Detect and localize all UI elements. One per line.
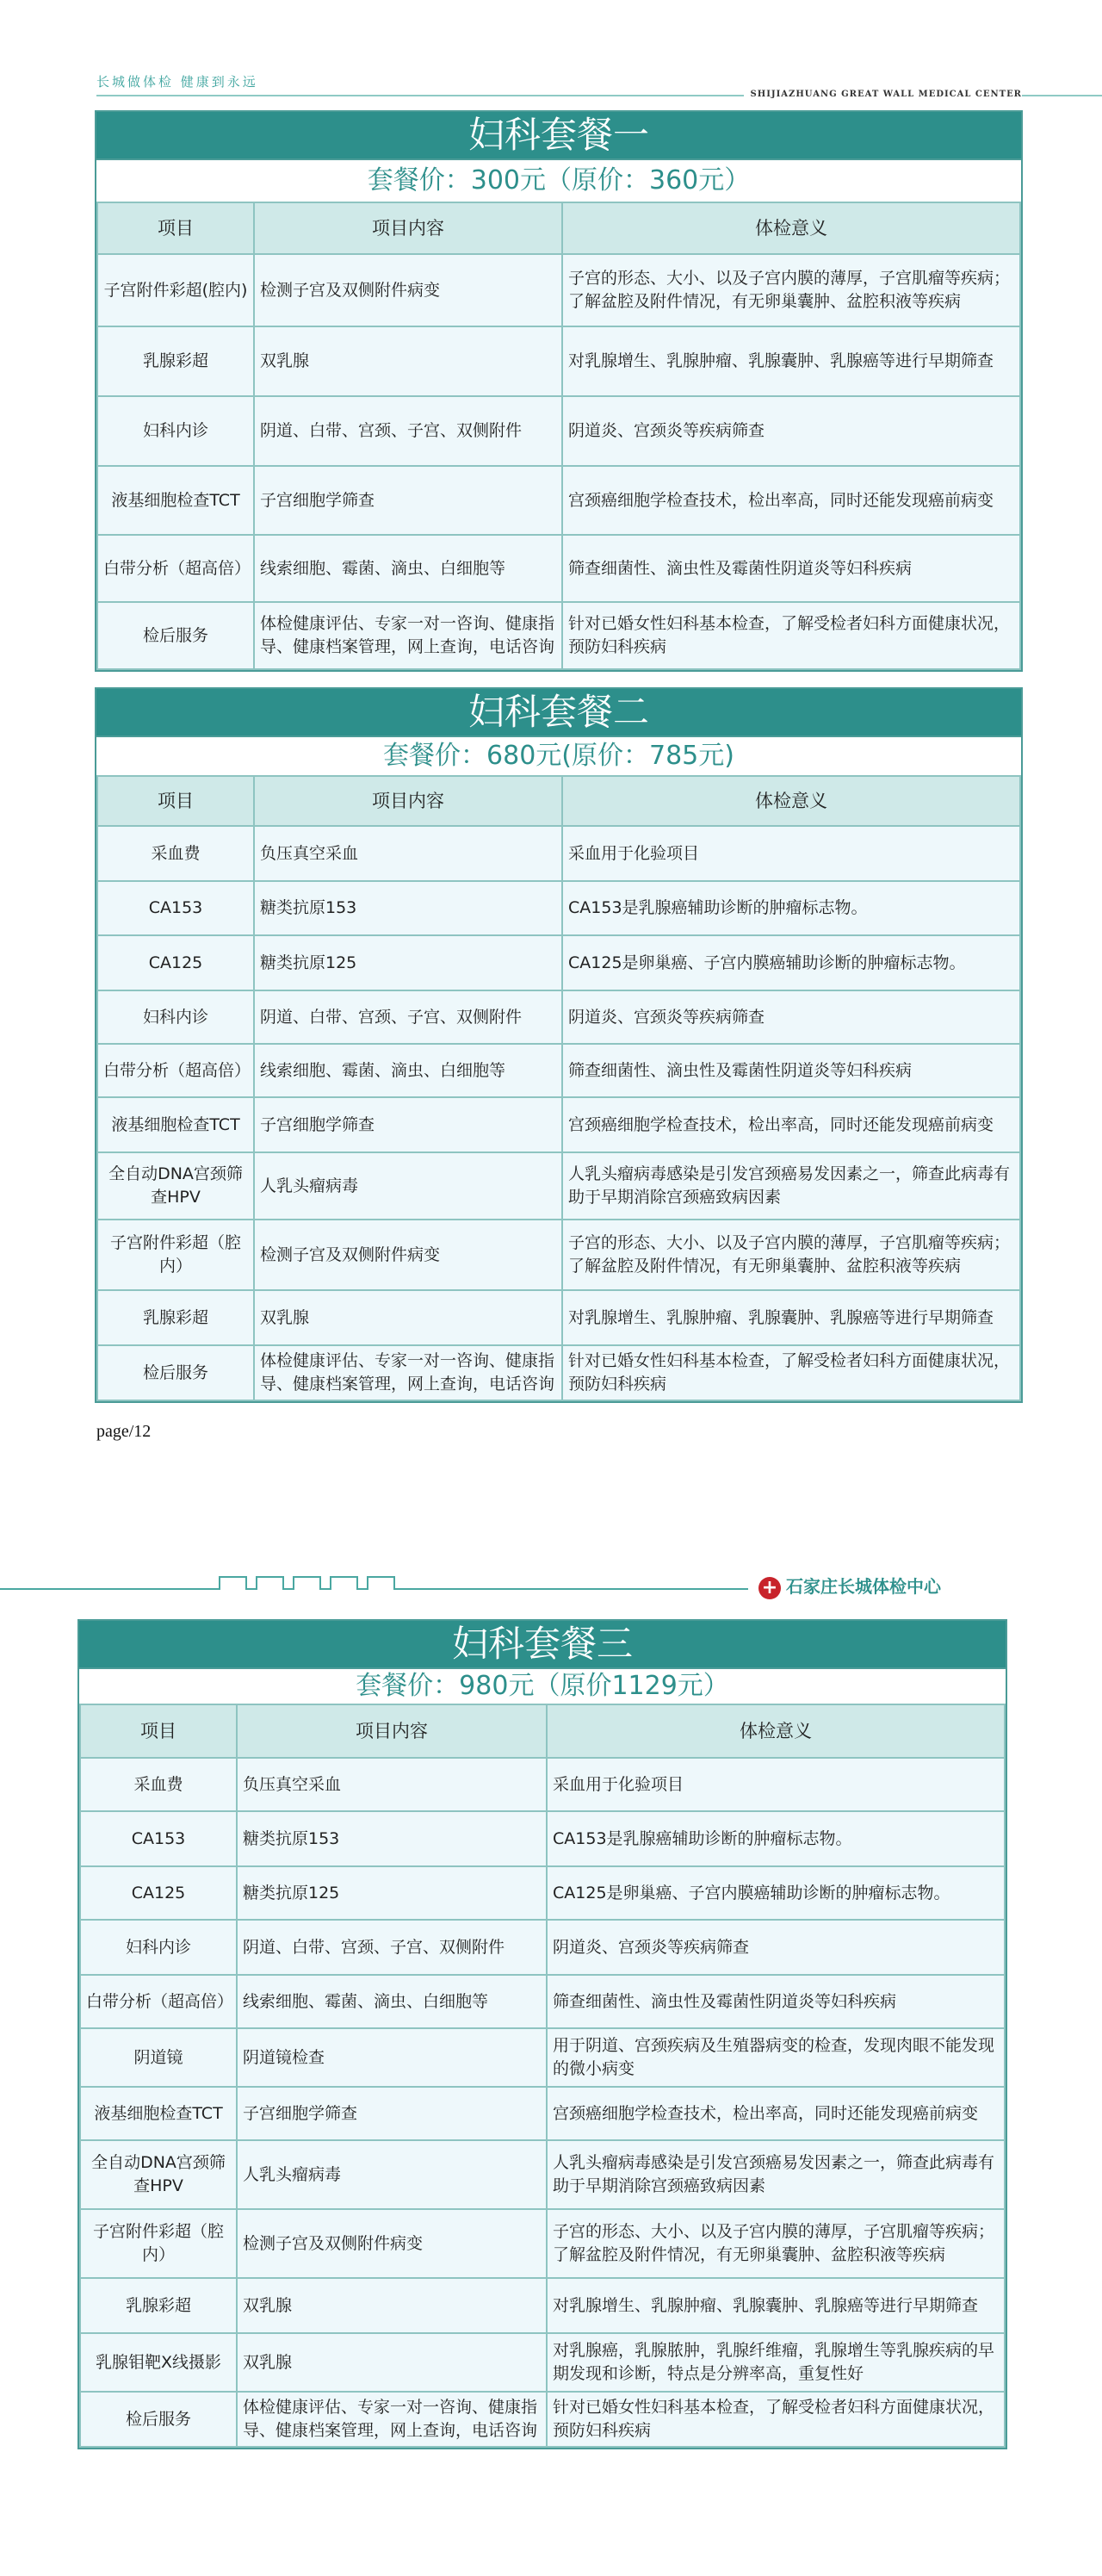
cell-item: 全自动DNA宫颈筛查HPV xyxy=(97,1152,254,1220)
cell-content: 体检健康评估、专家一对一咨询、健康指导、健康档案管理，网上查询，电话咨询 xyxy=(254,1345,562,1400)
cell-content: 糖类抗原125 xyxy=(254,935,562,990)
cell-meaning: CA153是乳腺癌辅助诊断的肿瘤标志物。 xyxy=(547,1811,1005,1866)
table-row xyxy=(97,535,1020,602)
package-price: 套餐价：300元（原价：360元） xyxy=(96,158,1021,202)
cell-item: 乳腺彩超 xyxy=(97,1290,254,1345)
table-row xyxy=(97,1152,1020,1220)
cell-item: 妇科内诊 xyxy=(97,396,254,466)
cell-content: 糖类抗原153 xyxy=(254,881,562,935)
cell-meaning: 针对已婚女性妇科基本检查，了解受检者妇科方面健康状况，预防妇科疾病 xyxy=(562,602,1020,669)
cell-item: 乳腺彩超 xyxy=(97,326,254,396)
cell-item: 白带分析（超高倍） xyxy=(97,535,254,602)
cell-content: 阴道镜检查 xyxy=(237,2028,547,2087)
table-row xyxy=(97,1220,1020,1290)
cell-meaning: 采血用于化验项目 xyxy=(562,826,1020,881)
cell-meaning: 宫颈癌细胞学检查技术，检出率高，同时还能发现癌前病变 xyxy=(562,466,1020,535)
cell-content: 阴道、白带、宫颈、子宫、双侧附件 xyxy=(254,990,562,1044)
cell-meaning: 宫颈癌细胞学检查技术，检出率高，同时还能发现癌前病变 xyxy=(547,2087,1005,2140)
col-header-meaning: 体检意义 xyxy=(562,776,1020,826)
cell-meaning: 宫颈癌细胞学检查技术，检出率高，同时还能发现癌前病变 xyxy=(562,1097,1020,1152)
cell-meaning: 对乳腺增生、乳腺肿瘤、乳腺囊肿、乳腺癌等进行早期筛查 xyxy=(547,2278,1005,2333)
cell-meaning: 阴道炎、宫颈炎等疾病筛查 xyxy=(562,990,1020,1044)
cell-content: 检测子宫及双侧附件病变 xyxy=(254,1220,562,1290)
table-row xyxy=(80,1811,1005,1866)
table-row xyxy=(97,1345,1020,1400)
table-header-row xyxy=(80,1704,1005,1758)
cell-meaning: 子宫的形态、大小、以及子宫内膜的薄厚，子宫肌瘤等疾病；了解盆腔及附件情况，有无卵巢囊肿、盆腔积液等疾病 xyxy=(562,254,1020,326)
table-row xyxy=(97,466,1020,535)
cell-content: 体检健康评估、专家一对一咨询、健康指导、健康档案管理，网上查询，电话咨询 xyxy=(237,2392,547,2447)
cell-item: 子宫附件彩超(腔内) xyxy=(97,254,254,326)
package-1 xyxy=(95,110,1023,672)
col-header-content: 项目内容 xyxy=(237,1704,547,1758)
table-row xyxy=(97,602,1020,669)
col-header-item: 项目 xyxy=(97,776,254,826)
center-logo-text: 石家庄长城体检中心 xyxy=(786,1576,941,1597)
cell-content: 子宫细胞学筛查 xyxy=(237,2087,547,2140)
package-2 xyxy=(95,687,1023,1403)
cell-item: 妇科内诊 xyxy=(97,990,254,1044)
center-logo xyxy=(758,1573,941,1599)
col-header-meaning: 体检意义 xyxy=(547,1704,1005,1758)
cell-content: 负压真空采血 xyxy=(254,826,562,881)
table-row xyxy=(80,2392,1005,2447)
cell-content: 双乳腺 xyxy=(254,326,562,396)
table-row xyxy=(80,2278,1005,2333)
table-row xyxy=(97,1097,1020,1152)
cell-content: 糖类抗原153 xyxy=(237,1811,547,1866)
cell-item: 白带分析（超高倍） xyxy=(97,1044,254,1097)
package-title: 妇科套餐一 xyxy=(96,112,1021,158)
cell-content: 子宫细胞学筛查 xyxy=(254,1097,562,1152)
cell-meaning: 筛查细菌性、滴虫性及霉菌性阴道炎等妇科疾病 xyxy=(562,535,1020,602)
red-cross-icon: + xyxy=(758,1577,781,1599)
table-row xyxy=(97,396,1020,466)
table-row xyxy=(80,1758,1005,1811)
package-title: 妇科套餐三 xyxy=(79,1621,1006,1667)
cell-meaning: 对乳腺癌，乳腺脓肿，乳腺纤维瘤，乳腺增生等乳腺疾病的早期发现和诊断，特点是分辨率高，重复性好 xyxy=(547,2333,1005,2392)
table-row xyxy=(97,254,1020,326)
cell-item: CA125 xyxy=(80,1866,237,1920)
cell-item: 白带分析（超高倍） xyxy=(80,1975,237,2028)
col-header-item: 项目 xyxy=(97,202,254,254)
table-row xyxy=(80,2028,1005,2087)
cell-item: 乳腺钼靶X线摄影 xyxy=(80,2333,237,2392)
cell-item: 检后服务 xyxy=(97,602,254,669)
cell-item: 妇科内诊 xyxy=(80,1920,237,1975)
cell-meaning: 筛查细菌性、滴虫性及霉菌性阴道炎等妇科疾病 xyxy=(562,1044,1020,1097)
table-row xyxy=(97,935,1020,990)
col-header-content: 项目内容 xyxy=(254,202,562,254)
cell-item: 子宫附件彩超（腔内） xyxy=(80,2209,237,2278)
cell-meaning: 用于阴道、宫颈疾病及生殖器病变的检查，发现肉眼不能发现的微小病变 xyxy=(547,2028,1005,2087)
cell-item: CA125 xyxy=(97,935,254,990)
table-row xyxy=(97,826,1020,881)
cell-content: 体检健康评估、专家一对一咨询、健康指导、健康档案管理，网上查询，电话咨询 xyxy=(254,602,562,669)
cell-content: 人乳头瘤病毒 xyxy=(254,1152,562,1220)
table-row xyxy=(97,326,1020,396)
cell-content: 线索细胞、霉菌、滴虫、白细胞等 xyxy=(254,1044,562,1097)
cell-content: 检测子宫及双侧附件病变 xyxy=(237,2209,547,2278)
table-row xyxy=(80,2087,1005,2140)
cell-meaning: 阴道炎、宫颈炎等疾病筛查 xyxy=(562,396,1020,466)
table-row xyxy=(80,2209,1005,2278)
cell-item: 子宫附件彩超（腔内） xyxy=(97,1220,254,1290)
table-row xyxy=(80,1920,1005,1975)
cell-item: 液基细胞检查TCT xyxy=(80,2087,237,2140)
cell-item: 采血费 xyxy=(97,826,254,881)
cell-meaning: 对乳腺增生、乳腺肿瘤、乳腺囊肿、乳腺癌等进行早期筛查 xyxy=(562,1290,1020,1345)
cell-item: 采血费 xyxy=(80,1758,237,1811)
package-table xyxy=(96,202,1021,670)
cell-meaning: 采血用于化验项目 xyxy=(547,1758,1005,1811)
table-header-row xyxy=(97,202,1020,254)
page-number: page/12 xyxy=(96,1422,152,1441)
cell-meaning: 子宫的形态、大小、以及子宫内膜的薄厚，子宫肌瘤等疾病；了解盆腔及附件情况，有无卵巢囊肿、盆腔积液等疾病 xyxy=(547,2209,1005,2278)
col-header-meaning: 体检意义 xyxy=(562,202,1020,254)
cell-item: 液基细胞检查TCT xyxy=(97,466,254,535)
package-3 xyxy=(77,1619,1007,2449)
cell-item: 液基细胞检查TCT xyxy=(97,1097,254,1152)
package-price: 套餐价：980元（原价1129元） xyxy=(79,1667,1006,1704)
cell-content: 线索细胞、霉菌、滴虫、白细胞等 xyxy=(237,1975,547,2028)
cell-content: 检测子宫及双侧附件病变 xyxy=(254,254,562,326)
col-header-item: 项目 xyxy=(80,1704,237,1758)
cell-meaning: 针对已婚女性妇科基本检查，了解受检者妇科方面健康状况，预防妇科疾病 xyxy=(547,2392,1005,2447)
package-table xyxy=(79,1704,1006,2448)
cell-content: 线索细胞、霉菌、滴虫、白细胞等 xyxy=(254,535,562,602)
package-price: 套餐价：680元(原价：785元) xyxy=(96,736,1021,775)
cell-item: 乳腺彩超 xyxy=(80,2278,237,2333)
col-header-content: 项目内容 xyxy=(254,776,562,826)
cell-meaning: 人乳头瘤病毒感染是引发宫颈癌易发因素之一，筛查此病毒有助于早期消除宫颈癌致病因素 xyxy=(547,2140,1005,2209)
cell-content: 双乳腺 xyxy=(254,1290,562,1345)
table-row xyxy=(97,1290,1020,1345)
cell-meaning: 阴道炎、宫颈炎等疾病筛查 xyxy=(547,1920,1005,1975)
table-row xyxy=(97,881,1020,935)
cell-meaning: 子宫的形态、大小、以及子宫内膜的薄厚，子宫肌瘤等疾病；了解盆腔及附件情况，有无卵巢囊肿、盆腔积液等疾病 xyxy=(562,1220,1020,1290)
cell-content: 双乳腺 xyxy=(237,2333,547,2392)
cell-meaning: 针对已婚女性妇科基本检查，了解受检者妇科方面健康状况，预防妇科疾病 xyxy=(562,1345,1020,1400)
cell-content: 糖类抗原125 xyxy=(237,1866,547,1920)
cell-meaning: CA125是卵巢癌、子宫内膜癌辅助诊断的肿瘤标志物。 xyxy=(562,935,1020,990)
cell-meaning: 人乳头瘤病毒感染是引发宫颈癌易发因素之一，筛查此病毒有助于早期消除宫颈癌致病因素 xyxy=(562,1152,1020,1220)
cell-meaning: 对乳腺增生、乳腺肿瘤、乳腺囊肿、乳腺癌等进行早期筛查 xyxy=(562,326,1020,396)
cell-item: 检后服务 xyxy=(97,1345,254,1400)
cell-item: CA153 xyxy=(80,1811,237,1866)
table-row xyxy=(80,2140,1005,2209)
cell-meaning: CA153是乳腺癌辅助诊断的肿瘤标志物。 xyxy=(562,881,1020,935)
table-row xyxy=(80,2333,1005,2392)
table-row xyxy=(97,1044,1020,1097)
package-title: 妇科套餐二 xyxy=(96,689,1021,736)
cell-meaning: CA125是卵巢癌、子宫内膜癌辅助诊断的肿瘤标志物。 xyxy=(547,1866,1005,1920)
cell-item: 阴道镜 xyxy=(80,2028,237,2087)
cell-content: 人乳头瘤病毒 xyxy=(237,2140,547,2209)
table-row xyxy=(97,990,1020,1044)
cell-content: 双乳腺 xyxy=(237,2278,547,2333)
center-english-name: SHIJIAZHUANG GREAT WALL MEDICAL CENTER xyxy=(744,90,1022,99)
cell-content: 负压真空采血 xyxy=(237,1758,547,1811)
table-row xyxy=(80,1866,1005,1920)
cell-item: 全自动DNA宫颈筛查HPV xyxy=(80,2140,237,2209)
table-row xyxy=(80,1975,1005,2028)
cell-item: CA153 xyxy=(97,881,254,935)
cell-content: 阴道、白带、宫颈、子宫、双侧附件 xyxy=(254,396,562,466)
cell-content: 子宫细胞学筛查 xyxy=(254,466,562,535)
cell-item: 检后服务 xyxy=(80,2392,237,2447)
cell-content: 阴道、白带、宫颈、子宫、双侧附件 xyxy=(237,1920,547,1975)
table-header-row xyxy=(97,776,1020,826)
header-slogan: 长城做体检 健康到永远 xyxy=(96,74,258,90)
cell-meaning: 筛查细菌性、滴虫性及霉菌性阴道炎等妇科疾病 xyxy=(547,1975,1005,2028)
package-table xyxy=(96,775,1021,1401)
